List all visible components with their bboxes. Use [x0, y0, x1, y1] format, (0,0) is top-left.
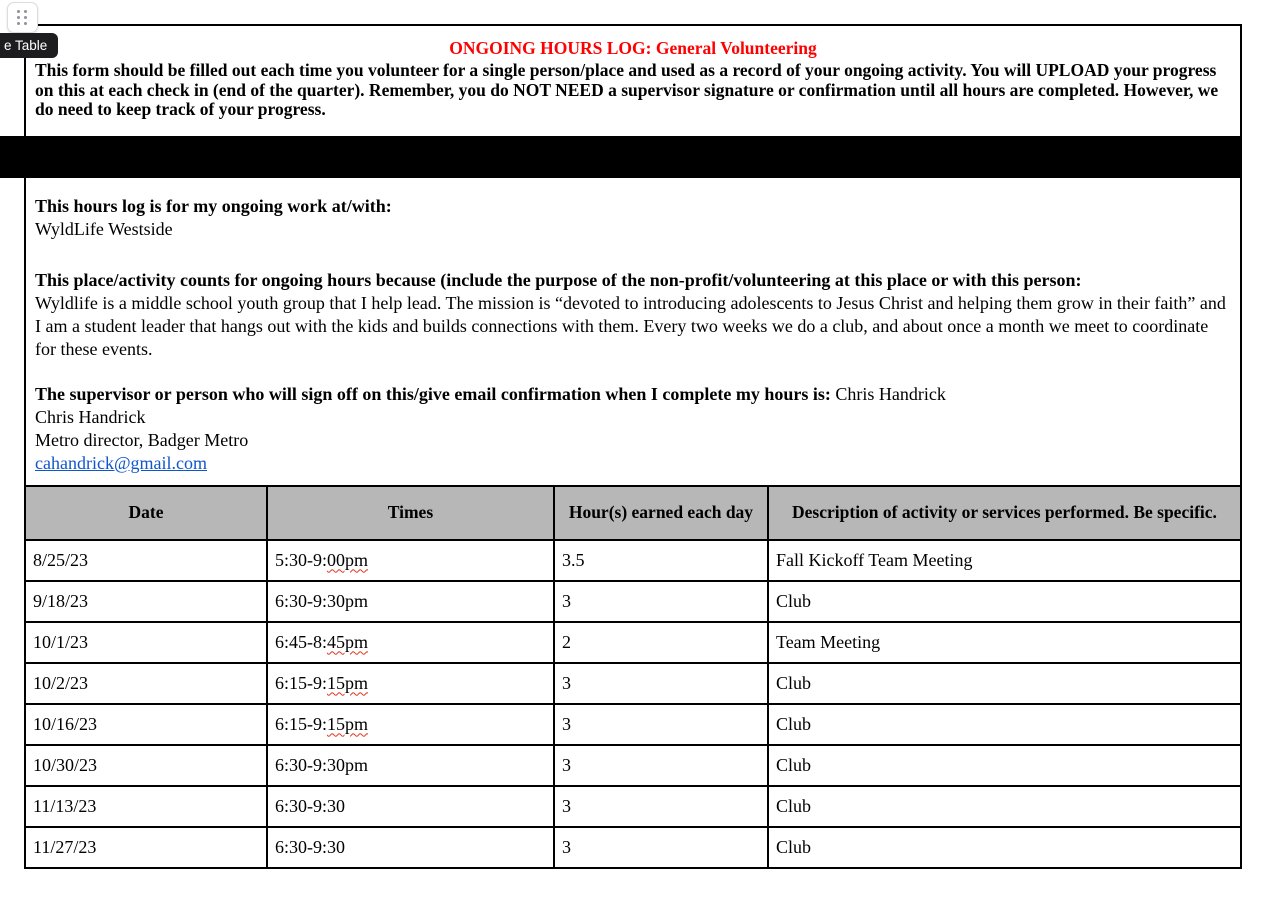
misspelled-text: 45pm	[326, 631, 368, 652]
misspelled-text: 15pm	[326, 672, 368, 693]
description-cell: Club	[768, 663, 1241, 704]
times-cell: 6:15-9:15pm	[267, 704, 554, 745]
grip-dots-icon	[17, 10, 28, 26]
header-times: Times	[267, 486, 554, 540]
times-cell: 6:30-9:30	[267, 827, 554, 868]
hours-table-header	[25, 486, 1241, 540]
table-row	[25, 540, 1241, 581]
description-cell: Club	[768, 827, 1241, 868]
date-cell: 11/27/23	[25, 827, 267, 868]
description-cell: Club	[768, 581, 1241, 622]
table-row	[25, 745, 1241, 786]
times-cell: 6:45-8:45pm	[267, 622, 554, 663]
reason-label: This place/activity counts for ongoing hours because (include the purpose of the non-profit/volunteering at this place or with this person:	[35, 269, 1082, 290]
reason-value: Wyldlife is a middle school youth group that I help lead. The mission is “devoted to introducing adolescents to Jesus Christ and helping them grow in their faith” and I am a student leader that hangs out with the kids and builds connections with them. Every two weeks we do a club, and about once a month we meet to coordinate for these events.	[35, 292, 1226, 359]
table-row	[25, 827, 1241, 868]
intro-paragraph: This form should be filled out each time you volunteer for a single person/place and used as a record of your ongoing activity. You will UPLOAD your progress on this at each check in (end of the quarter). Remember, you do NOT NEED a supervisor signature or confirmation until all hours are completed. However, we do need to keep track of your progress.	[35, 60, 1219, 119]
redacted-black-bar	[0, 136, 1242, 178]
date-cell: 10/2/23	[25, 663, 267, 704]
document-body	[24, 24, 1242, 869]
table-drag-handle[interactable]	[7, 2, 38, 33]
table-row	[25, 704, 1241, 745]
table-tooltip: e Table	[0, 33, 58, 58]
work-label: This hours log is for my ongoing work at/with:	[35, 195, 392, 216]
description-cell: Fall Kickoff Team Meeting	[768, 540, 1241, 581]
table-row	[25, 622, 1241, 663]
hours-cell: 3	[554, 786, 768, 827]
hours-cell: 3	[554, 827, 768, 868]
description-cell: Team Meeting	[768, 622, 1241, 663]
hours-cell: 3	[554, 663, 768, 704]
hours-cell: 3.5	[554, 540, 768, 581]
header-row	[25, 486, 1241, 540]
table-row	[25, 581, 1241, 622]
date-cell: 10/30/23	[25, 745, 267, 786]
times-cell: 5:30-9:00pm	[267, 540, 554, 581]
header-date: Date	[25, 486, 267, 540]
supervisor-label: The supervisor or person who will sign off on this/give email confirmation when I complete my hours is:	[35, 383, 831, 404]
times-cell: 6:30-9:30	[267, 786, 554, 827]
page-title: ONGOING HOURS LOG: General Volunteering	[449, 38, 817, 58]
supervisor-email-line	[26, 452, 1240, 475]
header-description: Description of activity or services performed. Be specific.	[768, 486, 1241, 540]
hours-cell: 3	[554, 745, 768, 786]
table-row	[25, 663, 1241, 704]
hours-table	[24, 485, 1242, 869]
hours-cell: 3	[554, 581, 768, 622]
table-row	[25, 786, 1241, 827]
date-cell: 10/1/23	[25, 622, 267, 663]
supervisor-line	[26, 383, 1240, 406]
description-cell: Club	[768, 745, 1241, 786]
misspelled-text: 00pm	[326, 549, 368, 570]
times-cell: 6:30-9:30pm	[267, 581, 554, 622]
misspelled-text: 15pm	[326, 713, 368, 734]
description-cell: Club	[768, 704, 1241, 745]
date-cell: 9/18/23	[25, 581, 267, 622]
supervisor-name: Chris Handrick	[35, 406, 146, 427]
supervisor-email-link[interactable]: cahandrick@gmail.com	[35, 452, 208, 473]
date-cell: 8/25/23	[25, 540, 267, 581]
supervisor-title: Metro director, Badger Metro	[35, 429, 249, 450]
times-cell: 6:15-9:15pm	[267, 663, 554, 704]
date-cell: 10/16/23	[25, 704, 267, 745]
description-cell: Club	[768, 786, 1241, 827]
work-value: WyldLife Westside	[35, 218, 173, 239]
hours-cell: 3	[554, 704, 768, 745]
hours-cell: 2	[554, 622, 768, 663]
header-hours: Hour(s) earned each day	[554, 486, 768, 540]
times-cell: 6:30-9:30pm	[267, 745, 554, 786]
date-cell: 11/13/23	[25, 786, 267, 827]
supervisor-inline-value: Chris Handrick	[835, 383, 946, 404]
